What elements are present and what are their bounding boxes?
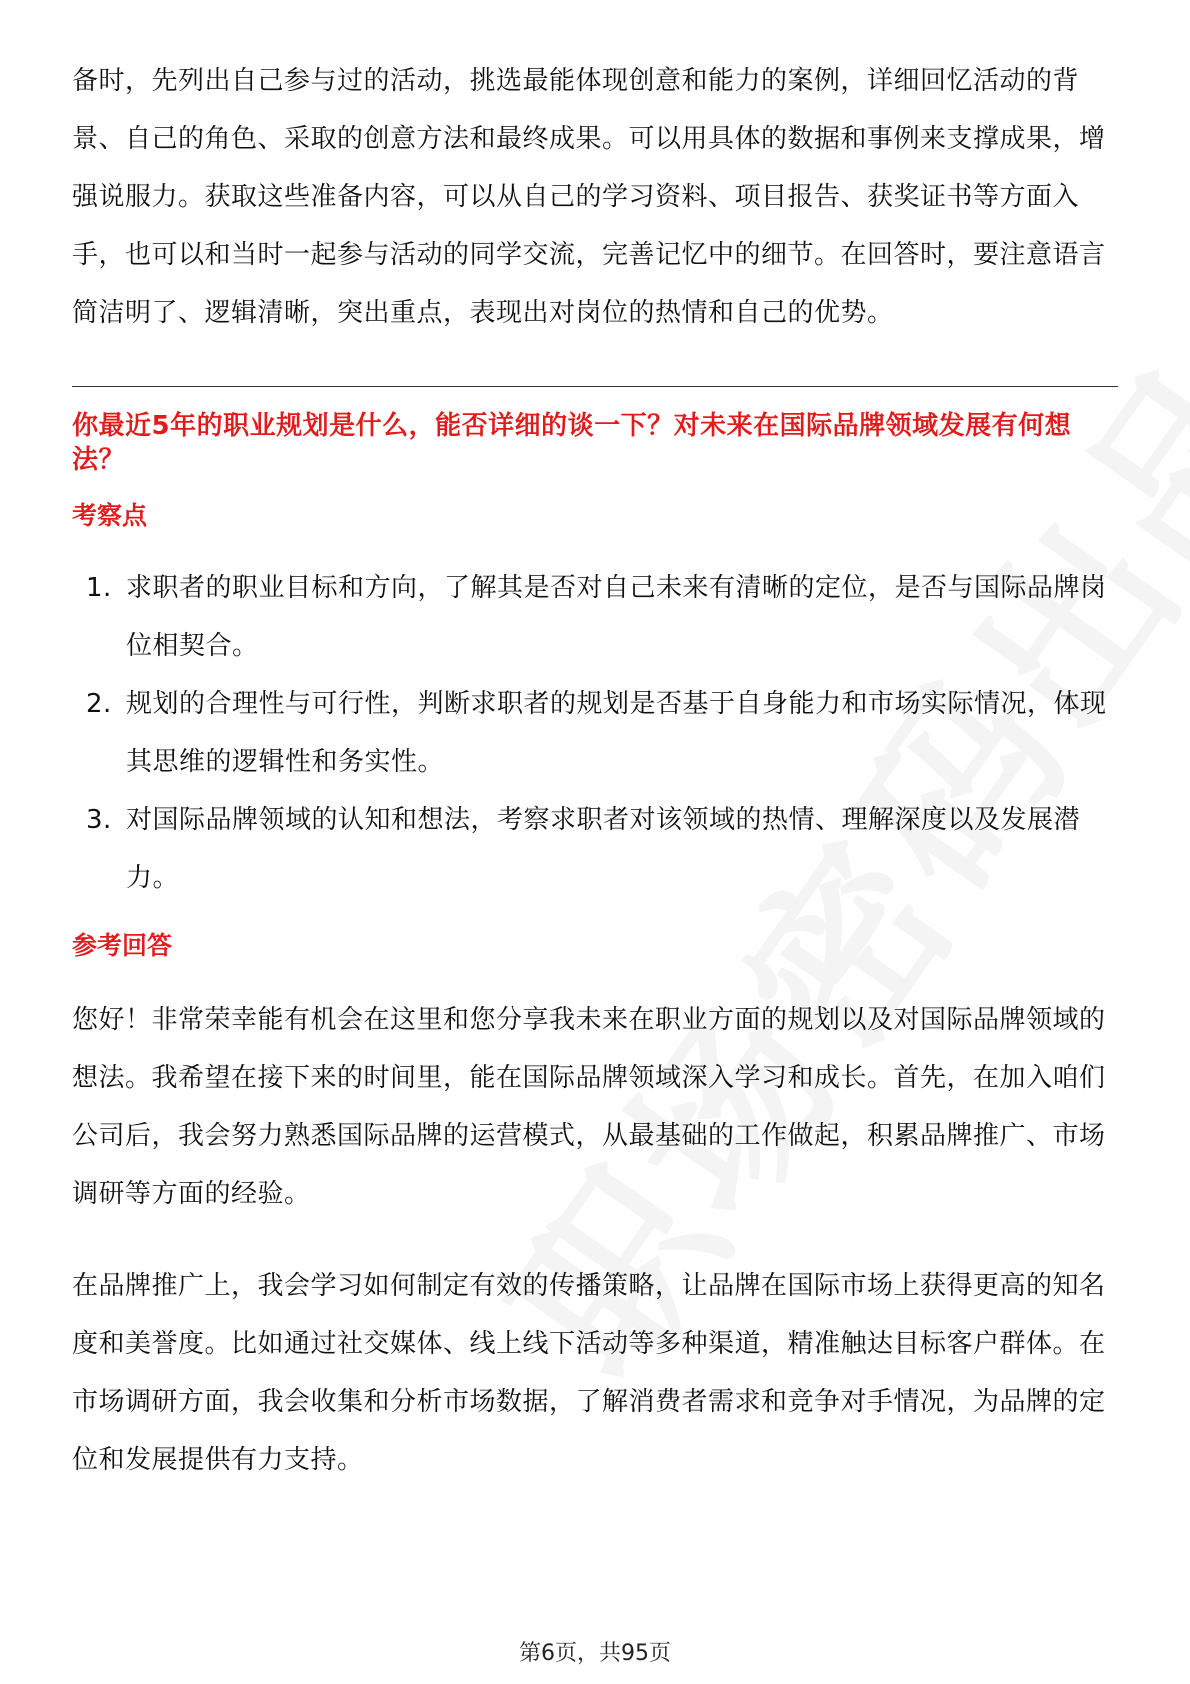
list-item-text: 规划的合理性与可行性，判断求职者的规划是否基于自身能力和市场实际情况，体现其思维的逻辑性和务实性。: [126, 689, 1107, 777]
assessment-heading: 考察点: [72, 501, 148, 530]
answer-heading: 参考回答: [72, 931, 173, 960]
list-item-text: 求职者的职业目标和方向，了解其是否对自己未来有清晰的定位，是否与国际品牌岗位相契合。: [126, 573, 1107, 661]
list-item-number: 2.: [86, 689, 112, 719]
answer-paragraph: 您好！非常荣幸能有机会在这里和您分享我未来在职业方面的规划以及对国际品牌领域的想法。我希望在接下来的时间里，能在国际品牌领域深入学习和成长。首先，在加入咱们公司后，我会努力熟悉国际品牌的运营模式，从最基础的工作做起，积累品牌推广、市场调研等方面的经验。: [72, 1005, 1106, 1209]
answer-paragraph: 在品牌推广上，我会学习如何制定有效的传播策略，让品牌在国际市场上获得更高的知名度和美誉度。比如通过社交媒体、线上线下活动等多种渠道，精准触达目标客户群体。在市场调研方面，我会收集和分析市场数据，了解消费者需求和竞争对手情况，为品牌的定位和发展提供有力支持。: [72, 1271, 1106, 1475]
page-footer: 第6页，共95页: [519, 1641, 671, 1666]
list-item-number: 3.: [86, 805, 112, 835]
list-item: [72, 791, 1118, 907]
document-page: [72, 0, 1118, 1489]
intro-paragraph: 备时，先列出自己参与过的活动，挑选最能体现创意和能力的案例，详细回忆活动的背景、自己的角色、采取的创意方法和最终成果。可以用具体的数据和事例来支撑成果，增强说服力。获取这些准备内容，可以从自己的学习资料、项目报告、获奖证书等方面入手，也可以和当时一起参与活动的同学交流，完善记忆中的细节。在回答时，要注意语言简洁明了、逻辑清晰，突出重点，表现出对岗位的热情和自己的优势。: [72, 66, 1106, 328]
list-item: [72, 559, 1118, 675]
list-item-number: 1.: [86, 573, 112, 603]
list-item-text: 对国际品牌领域的认知和想法，考察求职者对该领域的热情、理解深度以及发展潜力。: [126, 805, 1081, 893]
section-divider: [72, 386, 1118, 387]
list-item: [72, 675, 1118, 791]
question-title: 你最近5年的职业规划是什么，能否详细的谈一下？对未来在国际品牌领域发展有何想法？: [72, 411, 1072, 475]
assessment-points-list: [72, 559, 1118, 907]
